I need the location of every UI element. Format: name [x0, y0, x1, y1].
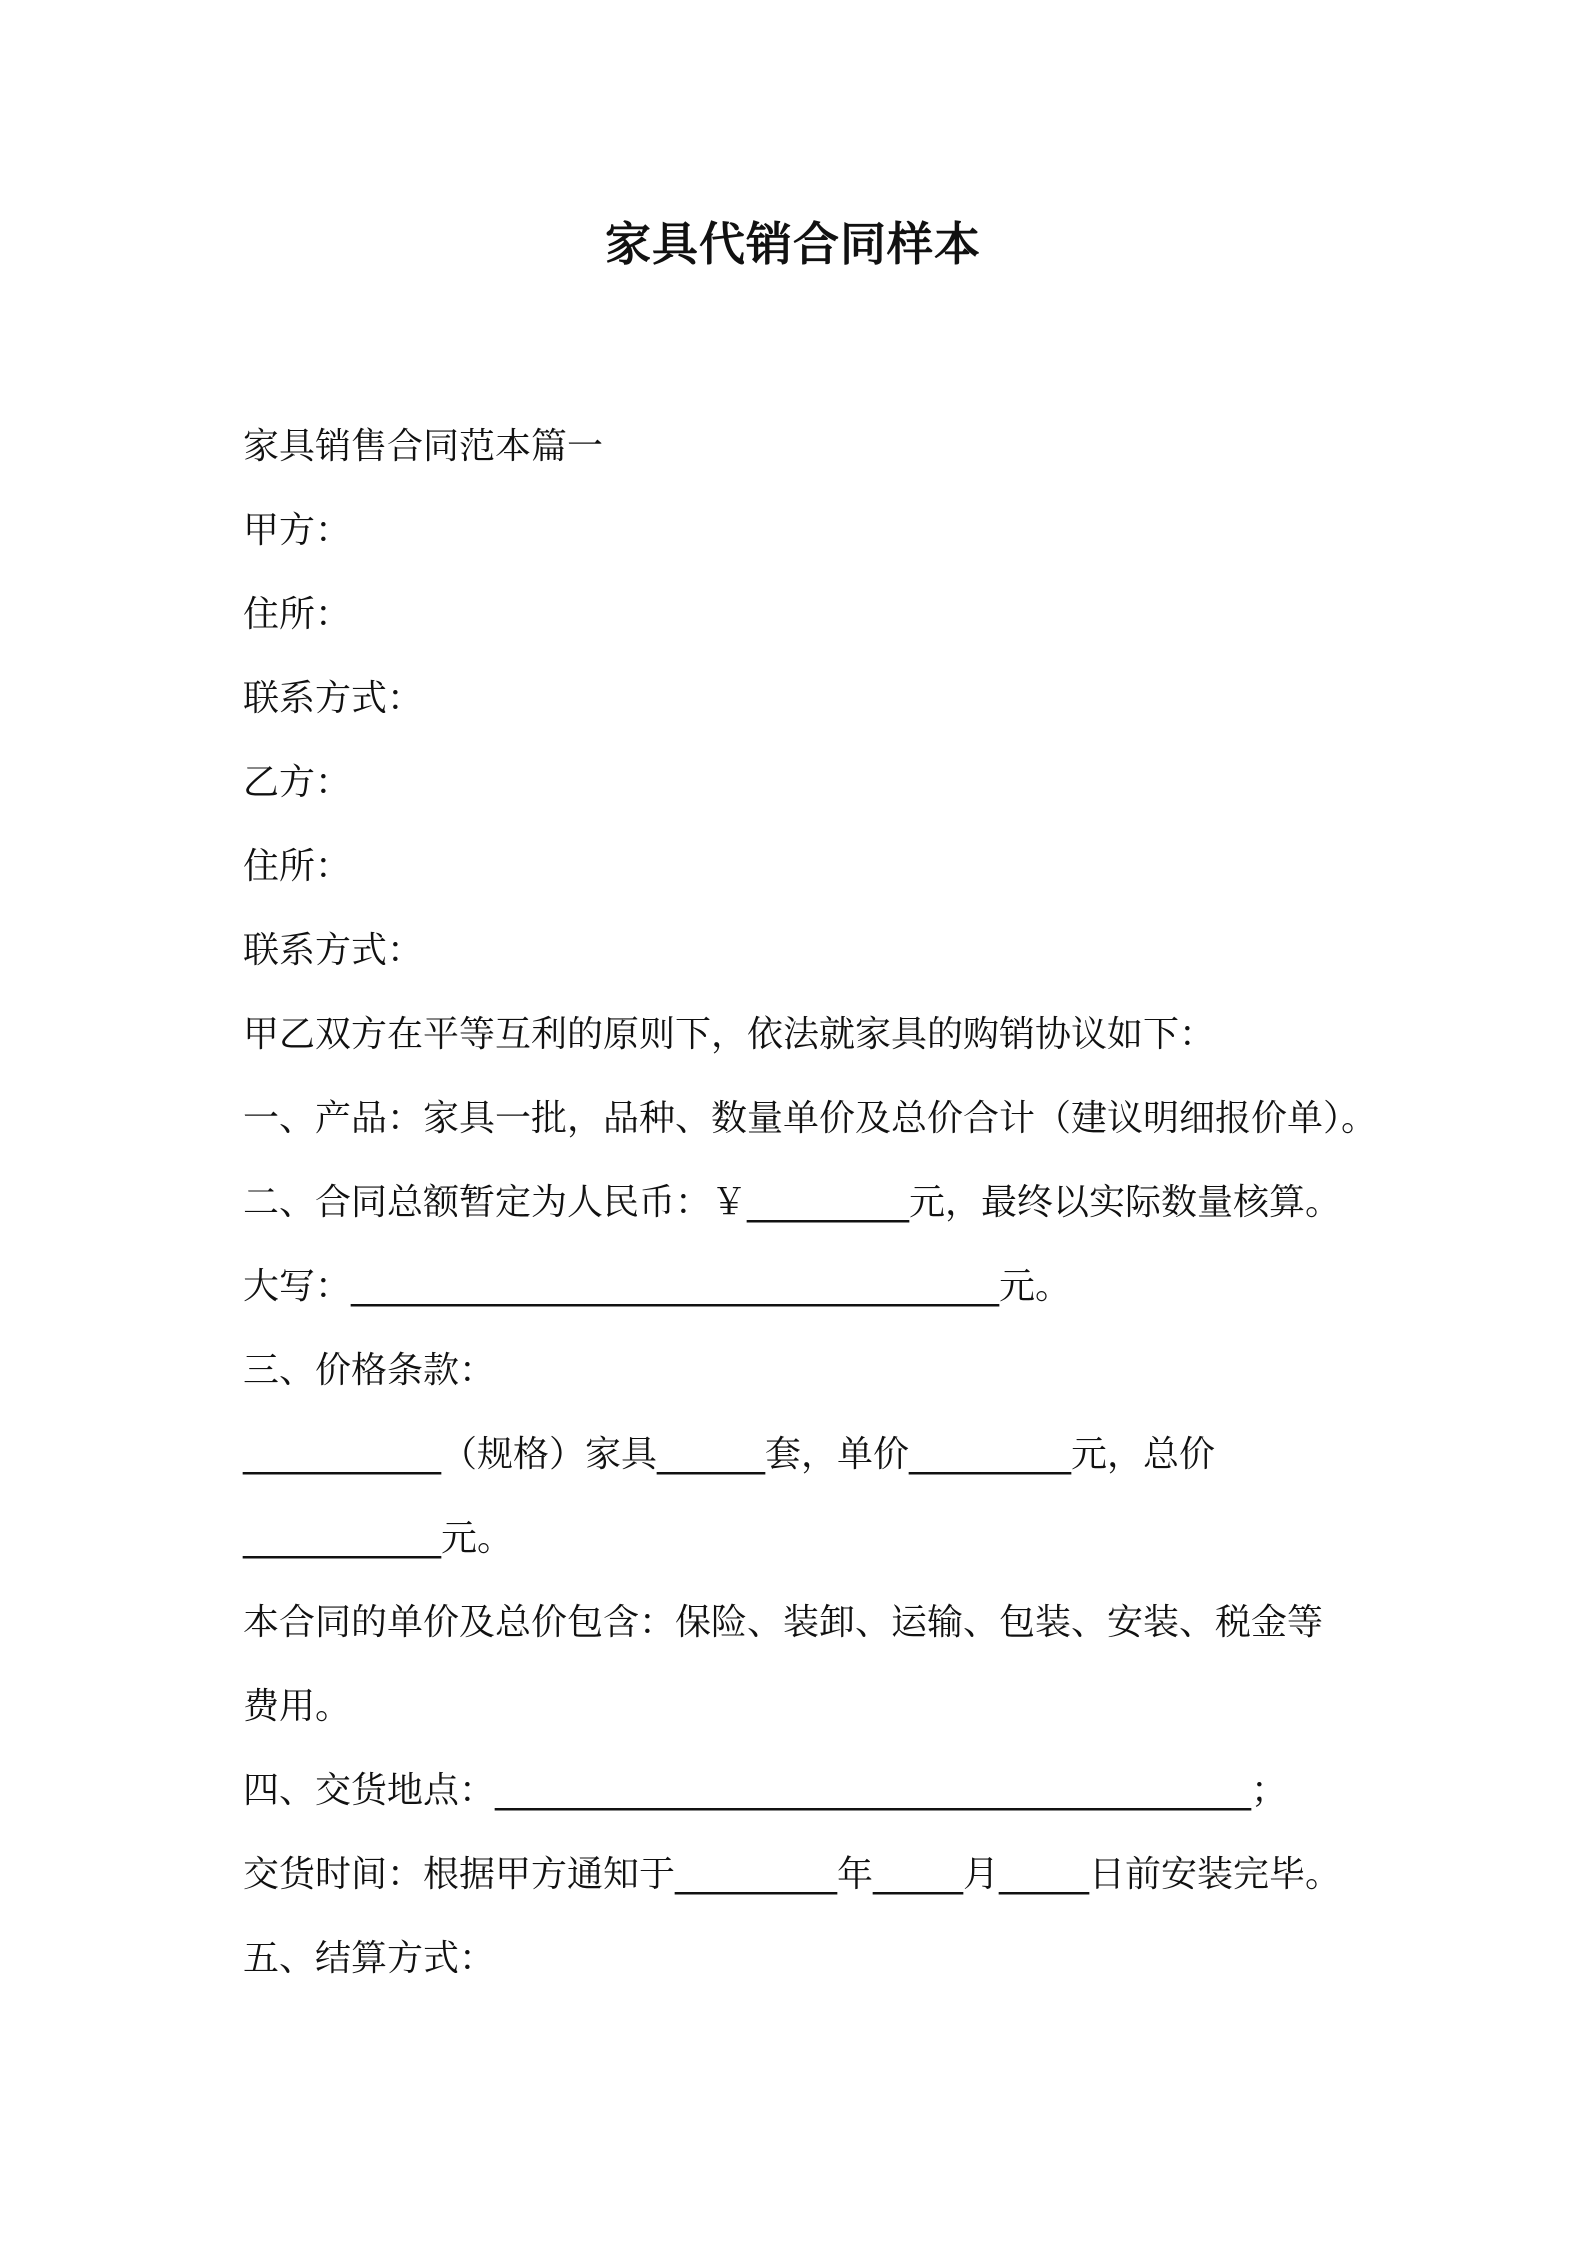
party-b-label: 乙方：: [243, 762, 352, 803]
party-b-address-label: 住所：: [243, 846, 352, 887]
clause-price-terms-line-1: ___________（规格）家具______套，单价_________元，总价: [243, 1434, 1216, 1475]
party-a-label: 甲方：: [243, 510, 352, 551]
agreement-intro: 甲乙双方在平等互利的原则下，依法就家具的购销协议如下：: [243, 1014, 1216, 1055]
clause-product: 一、产品：家具一批，品种、数量单价及总价合计（建议明细报价单）。: [243, 1098, 1378, 1139]
party-a-address-label: 住所：: [243, 594, 352, 635]
clause-settlement-heading: 五、结算方式：: [243, 1938, 496, 1979]
clause-price-inclusion-line-2: 费用。: [243, 1686, 352, 1727]
clause-price-terms-heading: 三、价格条款：: [243, 1350, 496, 1391]
clause-total-amount: 二、合同总额暂定为人民币：￥_________元，最终以实际数量核算。: [243, 1182, 1342, 1223]
party-b-contact-label: 联系方式：: [243, 930, 424, 971]
document-title: 家具代销合同样本: [605, 217, 981, 271]
clause-delivery-location: 四、交货地点：__________________________________________；: [243, 1770, 1288, 1811]
clause-amount-in-words: 大写：____________________________________元。: [243, 1266, 1072, 1307]
clause-delivery-time: 交货时间：根据甲方通知于_________年_____月_____日前安装完毕。: [243, 1854, 1342, 1895]
clause-price-inclusion-line-1: 本合同的单价及总价包含：保险、装卸、运输、包装、安装、税金等: [243, 1602, 1324, 1643]
clause-price-terms-line-2: ___________元。: [243, 1518, 514, 1559]
section-heading: 家具销售合同范本篇一: [243, 426, 604, 467]
party-a-contact-label: 联系方式：: [243, 678, 424, 719]
document-body: [243, 405, 1443, 2001]
